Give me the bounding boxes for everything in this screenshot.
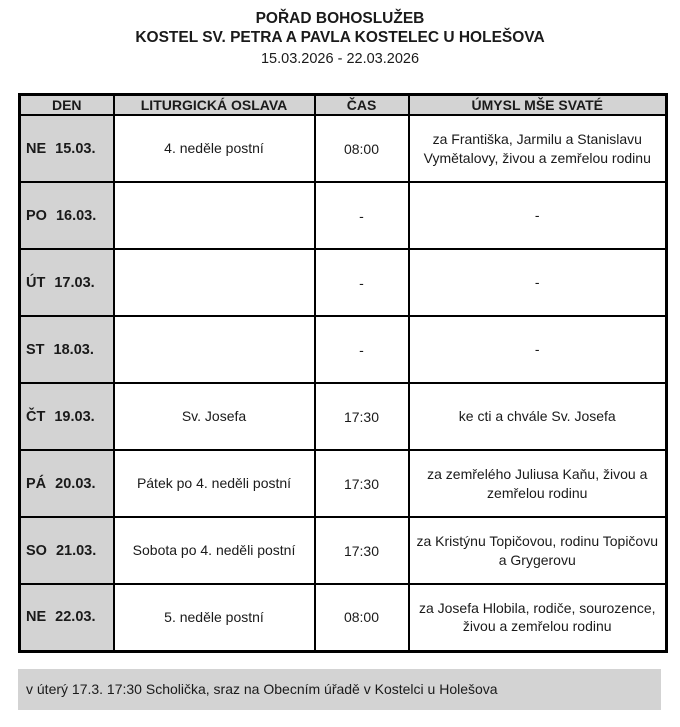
table-row: [20, 249, 667, 316]
day-abbreviation: NE: [26, 140, 47, 157]
day-cell: [20, 517, 114, 584]
church-title: KOSTEL SV. PETRA A PAVLA KOSTELEC U HOLEŠOVA: [135, 29, 545, 46]
day-abbreviation: PO: [26, 207, 47, 224]
date-range: 15.03.2026 - 22.03.2026: [260, 51, 420, 67]
time-cell: 17:30: [315, 383, 409, 450]
mass-schedule-table: [18, 93, 668, 653]
day-abbreviation: NE: [26, 609, 47, 626]
table-header-row: [20, 95, 667, 116]
time-cell: -: [315, 182, 409, 249]
celebration-cell: [114, 182, 315, 249]
day-date: 17.03.: [54, 274, 95, 291]
celebration-cell: 5. neděle postní: [114, 584, 315, 651]
note-bar: [18, 669, 661, 710]
day-date: 15.03.: [55, 140, 96, 157]
day-date: 20.03.: [55, 475, 96, 492]
column-header-celebration: LITURGICKÁ OSLAVA: [114, 95, 315, 116]
day-date: 19.03.: [54, 408, 95, 425]
column-header-intention: ÚMYSL MŠE SVATÉ: [409, 95, 667, 116]
table-row: [20, 584, 667, 651]
intention-cell: za zemřelého Juliusa Kaňu, živou a zemřelou rodinu: [409, 450, 667, 517]
day-date: 16.03.: [55, 207, 97, 224]
time-cell: -: [315, 316, 409, 383]
day-date: 22.03.: [55, 609, 96, 626]
note-text: v úterý 17.3. 17:30 Scholička, sraz na Obecním úřadě v Kostelci u Holešova: [26, 681, 498, 697]
page-title: POŘAD BOHOSLUŽEB: [255, 10, 425, 27]
table-row: [20, 115, 667, 182]
time-cell: -: [315, 249, 409, 316]
time-cell: 08:00: [315, 584, 409, 651]
intention-cell: -: [409, 249, 667, 316]
time-cell: 17:30: [315, 517, 409, 584]
intention-cell: za Josefa Hlobila, rodiče, sourozence, živou a zemřelou rodinu: [409, 584, 667, 651]
table-row: [20, 316, 667, 383]
day-abbreviation: ÚT: [26, 274, 46, 291]
celebration-cell: Pátek po 4. neděli postní: [114, 450, 315, 517]
day-abbreviation: PÁ: [26, 475, 47, 492]
document-header: [0, 0, 680, 69]
day-cell: [20, 182, 114, 249]
intention-cell: -: [409, 316, 667, 383]
intention-cell: ke cti a chvále Sv. Josefa: [409, 383, 667, 450]
day-abbreviation: SO: [26, 542, 47, 559]
celebration-cell: Sobota po 4. neděli postní: [114, 517, 315, 584]
intention-cell: za Františka, Jarmilu a Stanislavu Vymětalovy, živou a zemřelou rodinu: [409, 115, 667, 182]
day-cell: [20, 115, 114, 182]
time-cell: 08:00: [315, 115, 409, 182]
day-abbreviation: ST: [26, 341, 45, 358]
column-header-day: DEN: [20, 95, 114, 116]
table-row: [20, 182, 667, 249]
table-row: [20, 517, 667, 584]
intention-cell: -: [409, 182, 667, 249]
day-cell: [20, 450, 114, 517]
day-cell: [20, 316, 114, 383]
celebration-cell: 4. neděle postní: [114, 115, 315, 182]
day-cell: [20, 383, 114, 450]
time-cell: 17:30: [315, 450, 409, 517]
column-header-time: ČAS: [315, 95, 409, 116]
intention-cell: za Kristýnu Topičovou, rodinu Topičovu a Grygerovu: [409, 517, 667, 584]
table-row: [20, 383, 667, 450]
day-date: 18.03.: [53, 341, 94, 358]
day-date: 21.03.: [55, 542, 97, 559]
day-abbreviation: ČT: [26, 408, 46, 425]
celebration-cell: [114, 249, 315, 316]
celebration-cell: [114, 316, 315, 383]
day-cell: [20, 584, 114, 651]
table-row: [20, 450, 667, 517]
day-cell: [20, 249, 114, 316]
celebration-cell: Sv. Josefa: [114, 383, 315, 450]
